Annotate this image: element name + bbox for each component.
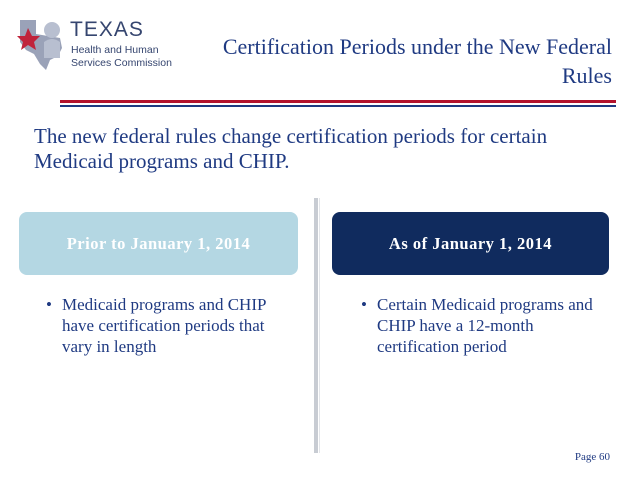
hhsc-logo xyxy=(14,12,172,74)
left-bullet-text: Medicaid programs and CHIP have certification periods that vary in length xyxy=(62,295,266,356)
logo-wordmark: TEXAS xyxy=(70,18,144,41)
right-bullet-item xyxy=(361,294,607,357)
bullet-dot-icon: • xyxy=(46,295,52,314)
right-bullet-text: Certain Medicaid programs and CHIP have a 12-month certification period xyxy=(377,295,593,356)
intro-text: The new federal rules change certification periods for certain Medicaid programs and CHIP. xyxy=(34,124,548,173)
left-bullet-item xyxy=(46,294,292,357)
logo-line-2: Services Commission xyxy=(71,57,172,69)
bullet-dot-icon: • xyxy=(361,295,367,314)
title-rule-red xyxy=(60,100,616,103)
slide-title: Certification Periods under the New Federal Rules xyxy=(222,34,612,88)
column-divider-highlight xyxy=(319,198,320,453)
right-column-heading: As of January 1, 2014 xyxy=(332,212,609,275)
column-divider xyxy=(314,198,318,453)
logo-line-1: Health and Human xyxy=(71,44,159,56)
title-rule-navy xyxy=(60,105,616,107)
left-column-heading: Prior to January 1, 2014 xyxy=(19,212,298,275)
texas-map-icon xyxy=(14,12,70,72)
page-number: Page 60 xyxy=(574,451,610,463)
